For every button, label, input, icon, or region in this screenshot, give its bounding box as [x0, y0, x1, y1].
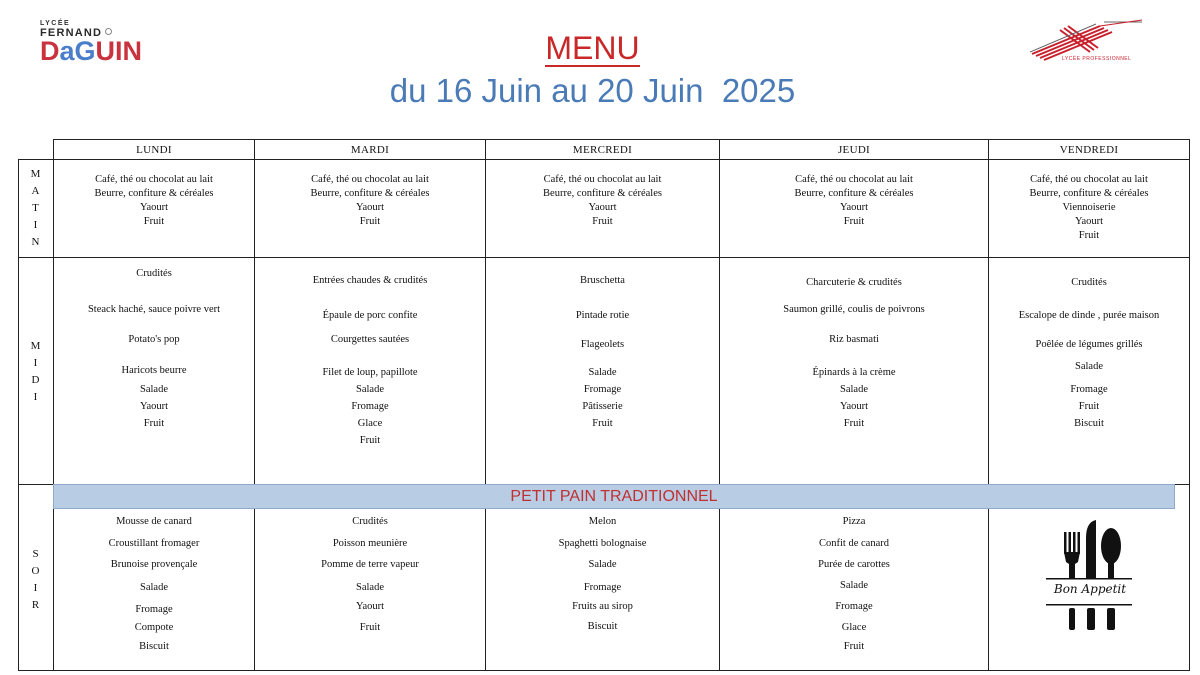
list-item: Fruit — [592, 216, 613, 227]
list-item: Fruit — [592, 418, 613, 429]
list-item: Fruit — [359, 435, 381, 446]
slot-label-midi: M I D I — [30, 340, 41, 403]
list-item: Poêlée de légumes grillés — [1035, 339, 1143, 350]
list-item: Salade — [140, 582, 168, 593]
cutlery-icon — [1040, 518, 1140, 636]
list-item: Café, thé ou chocolat au lait — [311, 174, 429, 185]
list-item: Brunoise provençale — [110, 559, 198, 570]
list-item: Fruit — [359, 216, 381, 227]
logo-fernand-text: FERNAND — [40, 28, 160, 39]
list-item: Biscuit — [1074, 418, 1104, 429]
list-item: Saumon grillé, coulis de poivrons — [783, 304, 925, 315]
fork-icon — [1064, 532, 1080, 630]
list-item: Fromage — [583, 384, 622, 395]
list-item: Fruit — [843, 641, 865, 652]
list-item: Crudités — [352, 516, 388, 527]
list-item: Café, thé ou chocolat au lait — [1030, 174, 1148, 185]
list-item: Yaourt — [588, 202, 617, 213]
list-item: Crudités — [136, 268, 172, 279]
list-item: Yaourt — [839, 401, 869, 412]
list-item: Pintade rotie — [575, 310, 630, 321]
list-item: Café, thé ou chocolat au lait — [795, 174, 913, 185]
list-item: Salade — [356, 384, 384, 395]
matin-cell-vendredi — [989, 173, 1189, 243]
list-item: Potato's pop — [128, 334, 180, 345]
list-item: Salade — [840, 384, 868, 395]
list-item: Fruit — [1078, 230, 1100, 241]
list-item: Spaghetti bolognaise — [558, 538, 647, 549]
list-item: Café, thé ou chocolat au lait — [95, 174, 213, 185]
day-header-lundi: LUNDI — [136, 144, 172, 156]
list-item: Beurre, confiture & céréales — [1029, 188, 1149, 199]
list-item: Purée de carottes — [818, 559, 890, 570]
list-item: Fruit — [843, 418, 865, 429]
knife-icon — [1086, 520, 1096, 630]
midi-cell-vendredi — [989, 276, 1189, 476]
list-item: Croustillant fromager — [108, 538, 200, 549]
list-item: Charcuterie & crudités — [806, 277, 902, 288]
list-item: Beurre, confiture & céréales — [794, 188, 914, 199]
bon-appetit-illustration — [1040, 518, 1140, 636]
page-title: MENU — [545, 30, 640, 66]
list-item: Beurre, confiture & céréales — [310, 188, 430, 199]
list-item: Fromage — [135, 604, 173, 615]
logo-caption: LYCÉE PROFESSIONNEL — [1062, 56, 1132, 62]
table-right-border — [1189, 139, 1190, 671]
list-item: Fruit — [1078, 401, 1100, 412]
list-item: Fromage — [1070, 384, 1108, 395]
list-item: Salade — [1075, 361, 1103, 372]
soir-cell-mercredi — [486, 515, 719, 665]
logo-daguin-text: DaGUIN — [40, 36, 143, 66]
list-item: Fruit — [843, 216, 865, 227]
list-item: Haricots beurre — [121, 365, 187, 376]
list-item: Riz basmati — [829, 334, 879, 345]
matin-cell-lundi — [54, 173, 254, 229]
table-top-border — [53, 139, 1190, 140]
midi-cell-mardi — [255, 274, 485, 474]
list-item: Pâtisserie — [582, 401, 623, 412]
matin-row-border — [18, 257, 1190, 258]
list-item: Yaourt — [355, 601, 385, 612]
list-item: Biscuit — [139, 641, 169, 652]
day-header-mardi: MARDI — [350, 144, 390, 156]
list-item: Fruit — [359, 622, 381, 633]
matin-cell-mercredi — [486, 173, 719, 229]
list-item: Épinards à la crème — [812, 367, 896, 378]
lycee-professionnel-logo — [1030, 16, 1148, 66]
list-item: Salade — [356, 582, 384, 593]
list-item: Mousse de canard — [116, 516, 192, 527]
soir-cell-mardi — [255, 515, 485, 665]
list-item: Viennoiserie — [1062, 202, 1116, 213]
matin-cell-mardi — [255, 173, 485, 229]
table-bottom-border — [18, 670, 1190, 671]
list-item: Beurre, confiture & céréales — [94, 188, 214, 199]
list-item: Yaourt — [139, 202, 169, 213]
day-header-vendredi: VENDREDI — [1059, 144, 1119, 156]
slot-label-matin: M A T I N — [30, 168, 41, 248]
list-item: Biscuit — [587, 621, 618, 632]
list-item: Fromage — [583, 582, 622, 593]
menu-dates: du 16 Juin au 20 Juin 2025 — [389, 72, 796, 109]
logo-lycee-text: LYCÉE — [40, 20, 71, 27]
list-item: Bruschetta — [580, 275, 625, 286]
list-item: Salade — [588, 559, 617, 570]
list-item: Épaule de porc confite — [322, 310, 418, 321]
list-item: Crudités — [1071, 277, 1107, 288]
day-header-jeudi: JEUDI — [837, 144, 871, 156]
list-item: Beurre, confiture & céréales — [543, 188, 662, 199]
list-item: Yaourt — [139, 401, 169, 412]
list-item: Fruit — [143, 418, 165, 429]
soir-cell-lundi — [54, 515, 254, 665]
midi-cell-mercredi — [486, 274, 719, 474]
list-item: Yaourt — [355, 202, 385, 213]
list-item: Pizza — [842, 516, 866, 527]
list-item: Flageolets — [580, 339, 625, 350]
list-item: Filet de loup, papillote — [322, 367, 418, 378]
list-item: Salade — [588, 367, 617, 378]
list-item: Café, thé ou chocolat au lait — [543, 174, 662, 185]
list-item: Entrées chaudes & crudités — [312, 275, 428, 286]
list-item: Steack haché, sauce poivre vert — [87, 304, 221, 315]
petit-pain-banner: PETIT PAIN TRADITIONNEL — [53, 484, 1175, 509]
list-item: Glace — [841, 622, 867, 633]
list-item: Salade — [140, 384, 168, 395]
list-item: Fromage — [835, 601, 873, 612]
list-item: Fruits au sirop — [572, 601, 633, 612]
list-item: Yaourt — [839, 202, 869, 213]
slot-label-soir: S O I R — [31, 548, 40, 611]
soir-cell-jeudi — [720, 515, 988, 665]
list-item: Melon — [588, 516, 617, 527]
list-item: Fruit — [143, 216, 165, 227]
list-item: Confit de canard — [819, 538, 889, 549]
list-item: Fromage — [351, 401, 389, 412]
bon-appetit-text: Bon Appetit — [1053, 582, 1127, 596]
list-item: Pomme de terre vapeur — [321, 559, 419, 570]
list-item: Glace — [357, 418, 383, 429]
list-item: Courgettes sautées — [330, 334, 410, 345]
list-item: Escalope de dinde , purée maison — [1018, 310, 1160, 321]
list-item: Compote — [134, 622, 174, 633]
midi-cell-jeudi — [720, 276, 988, 476]
day-header-mercredi: MERCREDI — [572, 144, 633, 156]
list-item: Poisson meunière — [332, 538, 408, 549]
list-item: Yaourt — [1074, 216, 1104, 227]
midi-cell-lundi — [54, 267, 254, 477]
matin-cell-jeudi — [720, 173, 988, 229]
list-item: Salade — [840, 580, 868, 591]
